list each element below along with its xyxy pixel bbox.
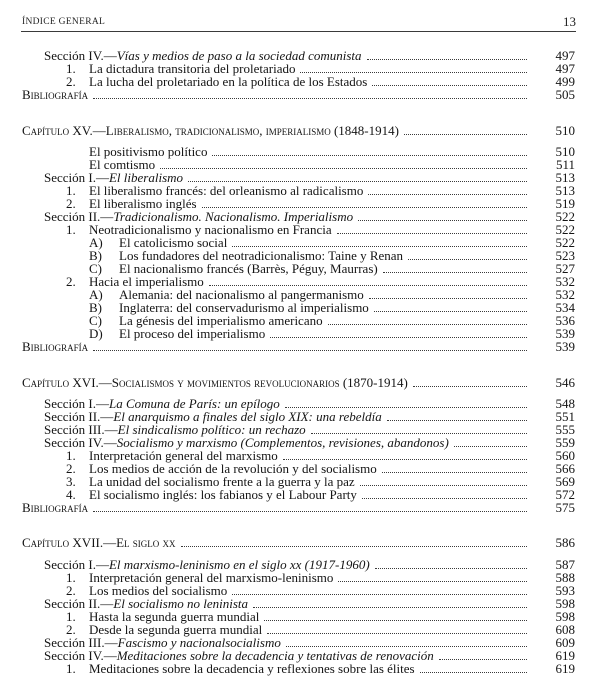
page-ref: 499 (555, 74, 575, 89)
page-ref: 523 (555, 248, 575, 263)
section-title: El socialismo no leninista (113, 596, 249, 611)
item-title: La génesis del imperialismo americano (119, 313, 323, 328)
item-number: 3. (66, 474, 76, 489)
page-ref: 560 (555, 448, 575, 463)
item-number: 4. (66, 487, 76, 502)
section-prefix: Sección IV.— (44, 435, 117, 450)
item-number: 1. (66, 661, 76, 676)
dot-leader (454, 436, 527, 447)
chapter-title: Capítulo XVII.—El siglo xx (22, 535, 176, 550)
page-ref: 566 (555, 461, 575, 476)
section-prefix: Sección III.— (44, 635, 118, 650)
item-title: Meditaciones sobre la decadencia y reflexiones sobre las élites (89, 661, 415, 676)
item-title: El liberalismo inglés (89, 196, 197, 211)
section-prefix: Sección I.— (44, 396, 109, 411)
bibliography-label: Bibliografía (22, 339, 89, 354)
section-prefix: Sección III.— (44, 422, 118, 437)
dot-leader (362, 488, 527, 499)
chapter-xvii-entries (22, 558, 575, 675)
page-ref: 510 (555, 144, 575, 159)
item-number: 1. (66, 570, 76, 585)
item-letter: C) (89, 261, 102, 276)
page-ref: 539 (555, 339, 575, 354)
toc-chapter-entry (22, 376, 575, 389)
chapter-years: (1870-1914) (342, 375, 408, 390)
item-number: 1. (66, 609, 76, 624)
item-number: 2. (66, 461, 76, 476)
dot-leader (383, 262, 527, 273)
dot-leader (413, 376, 527, 387)
toc-bibliography-entry (22, 88, 575, 101)
page-ref: 497 (555, 48, 575, 63)
page-ref: 619 (555, 648, 575, 663)
toc-lettered-entry (22, 327, 575, 340)
section-title: El marxismo-leninismo en el siglo xx (1917-1960) (108, 557, 370, 572)
section-title: La Comuna de París: un epílogo (108, 396, 280, 411)
item-letter: D) (89, 326, 103, 341)
page-ref: 548 (555, 396, 575, 411)
page-ref: 588 (555, 570, 575, 585)
section-prefix: Sección II.— (44, 596, 114, 611)
item-number: 2. (66, 583, 76, 598)
section-prefix: Sección IV.— (44, 48, 117, 63)
item-letter: A) (89, 287, 103, 302)
page-ref: 536 (555, 313, 575, 328)
toc-bibliography-entry (22, 501, 575, 514)
dot-leader (93, 501, 527, 512)
item-number: 2. (66, 196, 76, 211)
section-title: Socialismo y marxismo (Complementos, revisiones, abandonos) (116, 435, 449, 450)
chapter-title: Capítulo XVI.—Socialismos y movimientos revolucionarios (22, 375, 340, 390)
item-letter: A) (89, 235, 103, 250)
section-prefix: Sección I.— (44, 170, 109, 185)
item-title: El socialismo inglés: los fabianos y el Labour Party (89, 487, 357, 502)
dot-leader (212, 145, 527, 156)
dot-leader (270, 327, 527, 338)
section-title: Fascismo y nacionalsocialismo (117, 635, 281, 650)
page-ref: 513 (555, 170, 575, 185)
page-ref: 539 (555, 326, 575, 341)
dot-leader (300, 62, 527, 73)
page-ref: 519 (555, 196, 575, 211)
chapter-xvii-heading (22, 536, 575, 549)
item-letter: B) (89, 300, 102, 315)
page-ref: 551 (555, 409, 575, 424)
page-ref: 513 (555, 183, 575, 198)
dot-leader (420, 662, 527, 673)
item-title: La unidad del socialismo frente a la guerra y la paz (89, 474, 355, 489)
item-title: Alemania: del nacionalismo al pangermanismo (119, 287, 364, 302)
item-number: 1. (66, 222, 76, 237)
dot-leader (209, 275, 527, 286)
item-title: Hasta la segunda guerra mundial (89, 609, 260, 624)
page-ref: 559 (555, 435, 575, 450)
dot-leader (404, 124, 527, 135)
section-title: El sindicalismo político: un rechazo (117, 422, 306, 437)
page-ref: 598 (555, 609, 575, 624)
chapter-years: (1848-1914) (333, 123, 399, 138)
page-ref: 608 (555, 622, 575, 637)
dot-leader (232, 584, 527, 595)
page-ref: 505 (555, 87, 575, 102)
chapter-xvi-heading (22, 376, 575, 389)
page-ref: 532 (555, 274, 575, 289)
item-title: El proceso del imperialismo (119, 326, 266, 341)
section-prefix: Sección II.— (44, 209, 114, 224)
item-letter: C) (89, 313, 102, 328)
page-ref: 522 (555, 209, 575, 224)
dot-leader (367, 49, 527, 60)
item-number: 2. (66, 274, 76, 289)
page-ref: 609 (555, 635, 575, 650)
page-ref: 569 (555, 474, 575, 489)
item-title: La lucha del proletariado en la política de los Estados (89, 74, 368, 89)
dot-leader (188, 171, 527, 182)
dot-leader (360, 475, 527, 486)
toc-chapter-entry (22, 124, 575, 137)
item-title: Interpretación general del marxismo-leninismo (89, 570, 334, 585)
page-ref: 532 (555, 287, 575, 302)
chapter-xv-entries (22, 145, 575, 353)
toc-continuation (22, 49, 575, 101)
section-title: El liberalismo (108, 170, 184, 185)
toc-item-entry (22, 662, 575, 675)
toc-chapter-entry (22, 536, 575, 549)
section-title: Vías y medios de paso a la sociedad comunista (116, 48, 362, 63)
page-ref: 527 (555, 261, 575, 276)
toc-item-entry (22, 223, 575, 236)
item-title: Los medios de acción de la revolución y del socialismo (89, 461, 377, 476)
dot-leader (374, 301, 527, 312)
section-prefix: Sección I.— (44, 557, 109, 572)
dot-leader (181, 536, 527, 547)
running-header (21, 13, 576, 32)
toc-bibliography-entry (22, 340, 575, 353)
item-number: 1. (66, 183, 76, 198)
subheading-title: El positivismo político (89, 144, 208, 159)
item-number: 1. (66, 448, 76, 463)
toc-item-entry (22, 488, 575, 501)
section-title: Meditaciones sobre la decadencia y tentativas de renovación (116, 648, 434, 663)
subheading-title: El comtismo (89, 157, 156, 172)
item-title: La dictadura transitoria del proletariado (89, 61, 296, 76)
section-prefix: Sección II.— (44, 409, 114, 424)
dot-leader (358, 210, 527, 221)
item-title: El liberalismo francés: del orleanismo al radicalismo (89, 183, 364, 198)
running-title: ÍNDICE GENERAL (22, 17, 106, 27)
page-ref: 572 (555, 487, 575, 502)
item-number: 1. (66, 61, 76, 76)
item-title: Los fundadores del neotradicionalismo: Taine y Renan (119, 248, 404, 263)
page-ref: 598 (555, 596, 575, 611)
page-ref: 587 (555, 557, 575, 572)
bibliography-label: Bibliografía (22, 500, 89, 515)
item-title: El catolicismo social (119, 235, 228, 250)
item-title: Desde la segunda guerra mundial (89, 622, 263, 637)
item-title: El nacionalismo francés (Barrès, Péguy, Maurras) (119, 261, 378, 276)
page-ref: 555 (555, 422, 575, 437)
dot-leader (439, 649, 527, 660)
chapter-xvi-entries (22, 397, 575, 514)
page-number-folio: 13 (563, 14, 576, 29)
dot-leader (93, 88, 527, 99)
item-title: Neotradicionalismo y nacionalismo en Francia (89, 222, 332, 237)
page-ref: 593 (555, 583, 575, 598)
chapter-title: Capítulo XV.—Liberalismo, tradicionalismo, imperialismo (22, 123, 331, 138)
page-ref: 511 (555, 157, 575, 172)
toc-item-entry (22, 75, 575, 88)
dot-leader (337, 223, 527, 234)
section-title: Tradicionalismo. Nacionalismo. Imperialismo (113, 209, 354, 224)
dot-leader (311, 423, 527, 434)
item-title: Inglaterra: del conservadurismo al imperialismo (119, 300, 369, 315)
page-ref: 510 (555, 123, 575, 138)
page-ref: 522 (555, 235, 575, 250)
dot-leader (338, 571, 527, 582)
item-title: Los medios del socialismo (89, 583, 228, 598)
item-number: 2. (66, 622, 76, 637)
dot-leader (375, 558, 527, 569)
toc-lettered-entry (22, 314, 575, 327)
page-ref: 497 (555, 61, 575, 76)
dot-leader (387, 410, 527, 421)
dot-leader (328, 314, 527, 325)
item-letter: B) (89, 248, 102, 263)
dot-leader (253, 597, 527, 608)
dot-leader (368, 184, 527, 195)
dot-leader (160, 158, 527, 169)
dot-leader (369, 288, 527, 299)
item-title: Interpretación general del marxismo (89, 448, 278, 463)
item-title: Hacia el imperialismo (89, 274, 204, 289)
dot-leader (286, 636, 527, 647)
dot-leader (232, 236, 527, 247)
section-prefix: Sección IV.— (44, 648, 117, 663)
item-number: 2. (66, 74, 76, 89)
dot-leader (382, 462, 527, 473)
dot-leader (285, 397, 527, 408)
chapter-xv-heading (22, 124, 575, 137)
dot-leader (372, 75, 527, 86)
page-ref: 575 (555, 500, 575, 515)
page-ref: 534 (555, 300, 575, 315)
page-ref: 619 (555, 661, 575, 676)
dot-leader (93, 340, 527, 351)
dot-leader (408, 249, 527, 260)
dot-leader (283, 449, 527, 460)
dot-leader (264, 610, 527, 621)
page-ref: 586 (555, 535, 575, 550)
page-ref: 522 (555, 222, 575, 237)
dot-leader (202, 197, 527, 208)
dot-leader (267, 623, 527, 634)
bibliography-label: Bibliografía (22, 87, 89, 102)
page-ref: 546 (555, 375, 575, 390)
section-title: El anarquismo a finales del siglo XIX: una rebeldía (113, 409, 382, 424)
